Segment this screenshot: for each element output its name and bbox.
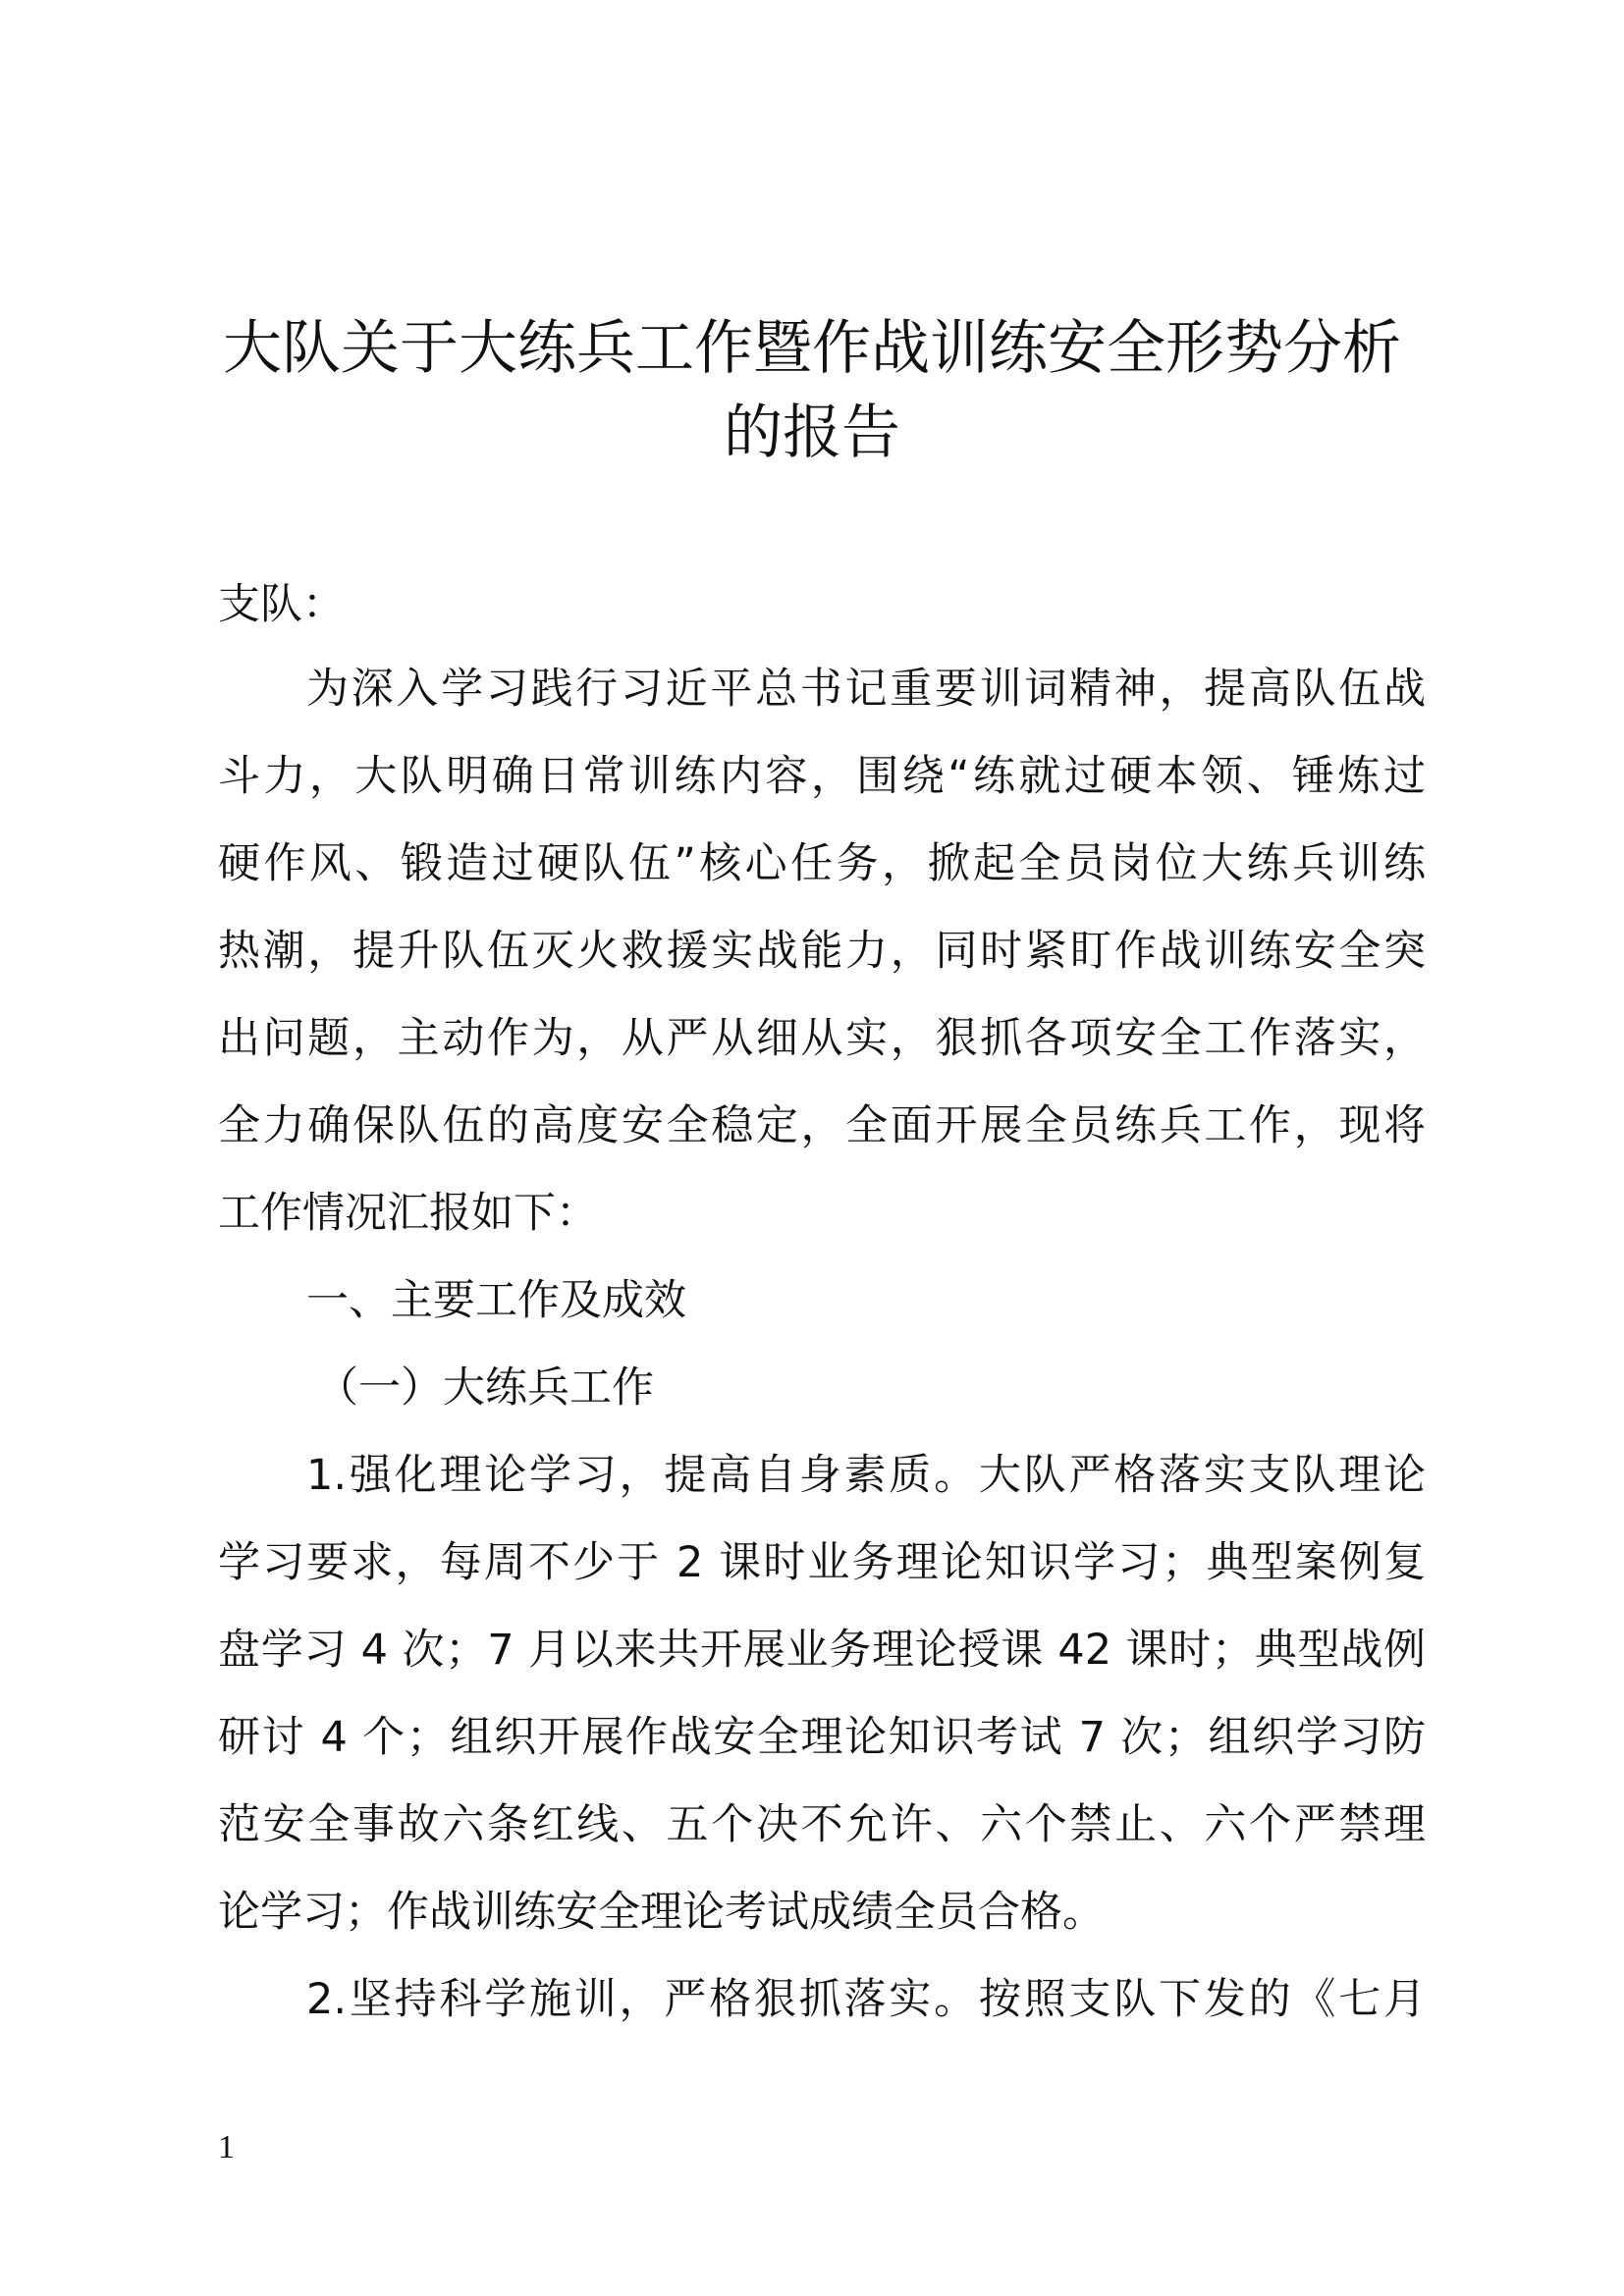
title-line: 的报告 [724, 399, 900, 467]
paragraph-line: 出问题，主动作为，从严从细从实，狠抓各项安全工作落实， [218, 1014, 1426, 1063]
document-title [196, 306, 1428, 475]
paragraph-line: 范安全事故六条红线、五个决不允许、六个禁止、六个严禁理 [218, 1800, 1426, 1849]
page-number: 1 [218, 2129, 235, 2165]
paragraph-line: 热潮，提升队伍灭火救援实战能力，同时紧盯作战训练安全突 [218, 927, 1426, 976]
paragraph-line: 论学习；作战训练安全理论考试成绩全员合格。 [218, 1888, 1105, 1937]
paragraph-line: 学习要求，每周不少于 2 课时业务理论知识学习；典型案例复 [218, 1538, 1426, 1587]
paragraph-line: 斗力，大队明确日常训练内容，围绕“练就过硬本领、锤炼过 [218, 752, 1426, 801]
subsection-heading: （一）大练兵工作 [316, 1363, 654, 1413]
paragraph-line: 盘学习 4 次；7 月以来共开展业务理论授课 42 课时；典型战例 [218, 1626, 1426, 1675]
paragraph-line: 全力确保队伍的高度安全稳定，全面开展全员练兵工作，现将 [218, 1101, 1426, 1150]
paragraph-line: 为深入学习践行习近平总书记重要训词精神，提高队伍战 [306, 665, 1426, 714]
paragraph-line: 2.坚持科学施训，严格狠抓落实。按照支队下发的《七月 [306, 1975, 1426, 2024]
salutation: 支队： [218, 580, 345, 629]
section-heading: 一、主要工作及成效 [306, 1276, 686, 1325]
paragraph-line: 1.强化理论学习，提高自身素质。大队严格落实支队理论 [306, 1451, 1426, 1500]
title-line: 大队关于大练兵工作暨作战训练安全形势分析 [223, 314, 1401, 383]
paragraph-line: 研讨 4 个；组织开展作战安全理论知识考试 7 次；组织学习防 [218, 1713, 1426, 1762]
paragraph-line: 工作情况汇报如下： [218, 1189, 598, 1238]
paragraph-line: 硬作风、锻造过硬队伍”核心任务，掀起全员岗位大练兵训练 [218, 839, 1426, 888]
